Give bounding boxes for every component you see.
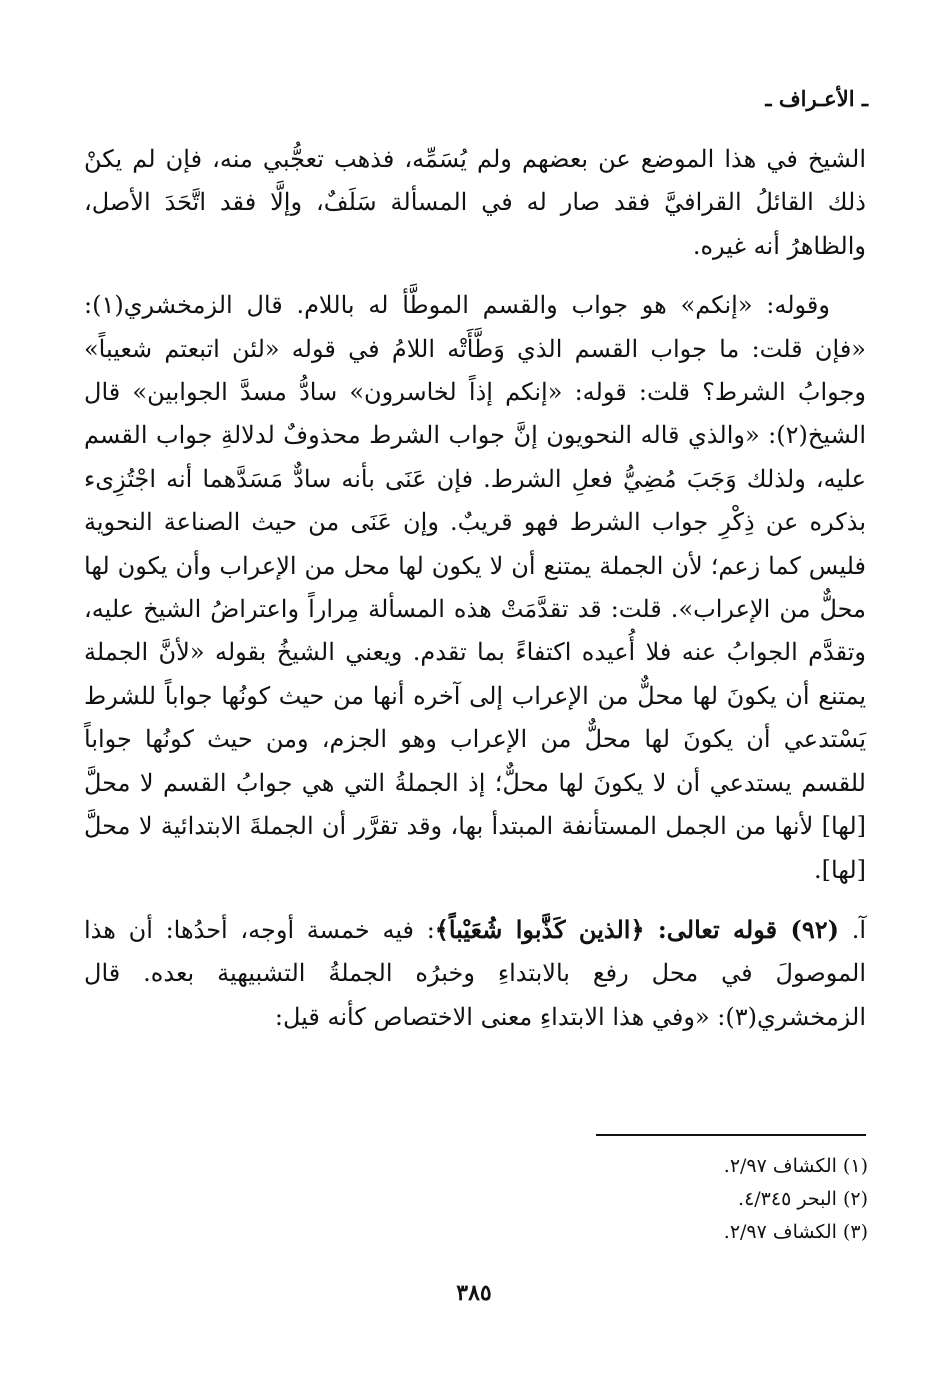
verse-paragraph [84, 908, 866, 1039]
paragraph-2: وقوله: «إنكم» هو جواب والقسم الموطَّأ له باللام. قال الزمخشري(١): «فإن قلت: ما جواب القسم الذي وَطَّأَتْه اللامُ في قوله «لئن اتبعتم شعيباً» وجوابُ الشرط؟ قلت: قوله: «إنكم إذاً لخاسرون» سادُّ مسدَّ الجوابين» قال الشيخ(٢): «والذي قاله النحويون إنَّ جواب الشرط محذوفٌ لدلالةِ جواب القسم عليه، ولذلك وَجَبَ مُضِيُّ فعلِ الشرط. فإن عَنَى بأنه سادٌّ مَسَدَّهما أنه اجْتُزِىء بذكره عن ذِكْرِ جواب الشرط فهو قريبٌ. وإن عَنَى من حيث الصناعة النحوية فليس كما زعم؛ لأن الجملة يمتنع أن لا يكون لها محل من الإعراب وأن يكون لها محلٌّ من الإعراب». قلت: قد تقدَّمَتْ هذه المسألة مِراراً واعتراضُ الشيخ عليه، وتقدَّم الجوابُ عنه فلا أُعيده اكتفاءً بما تقدم. ويعني الشيخُ بقوله «لأنَّ الجملة يمتنع أن يكونَ لها محلٌّ من الإعراب إلى آخره أنها من حيث كونُها جواباً للشرط يَسْتدعي أن يكونَ لها محلٌّ من الإعراب وهو الجزم، ومن حيث كونُها جواباً للقسم يستدعي أن لا يكونَ لها محلٌّ؛ إذ الجملةُ التي هي جوابُ القسم لا محلَّ [لها] لأنها من الجمل المستأنفة المبتدأ بها، وقد تقرَّر أن الجملةَ الابتدائية لا محلَّ [لها]. [84, 291, 867, 884]
footnote-3: (٣) الكشاف ٢/٩٧. [723, 1221, 868, 1243]
footnote-1: (١) الكشاف ٢/٩٧. [723, 1155, 868, 1177]
footnote-divider [596, 1134, 866, 1136]
verse-marker: آ. [851, 915, 866, 944]
running-header: ـ الأعـراف ـ [765, 86, 868, 111]
page-number: ٣٨٥ [456, 1280, 492, 1306]
verse-heading: (٩٢) قوله تعالى: ﴿الذين كَذَّبوا شُعَيْباً﴾ [434, 914, 840, 944]
footnotes [724, 1150, 868, 1249]
paragraph-1: الشيخ في هذا الموضع عن بعضهم ولم يُسَمِّه، فذهب تعجُّبي منه، فإن لم يكنْ ذلك القائلُ القرافيَّ فقد صار له في المسألة سَلَفٌ، وإلَّا فقد اتَّحَدَ الأصل، والظاهرُ أنه غيره. [84, 145, 866, 260]
verse-commentary: : فيه خمسة أوجه، أحدُها: أن هذا الموصولَ في محل رفع بالابتداءِ وخبرُه الجملةُ التشبيهية بعده. قال الزمخشري(٣): «وفي هذا الابتداءِ معنى الاختصاص كأنه قيل: [84, 915, 866, 1031]
footnote-2: (٢) البحر ٤/٣٤٥. [738, 1188, 868, 1210]
main-text [84, 138, 866, 1039]
